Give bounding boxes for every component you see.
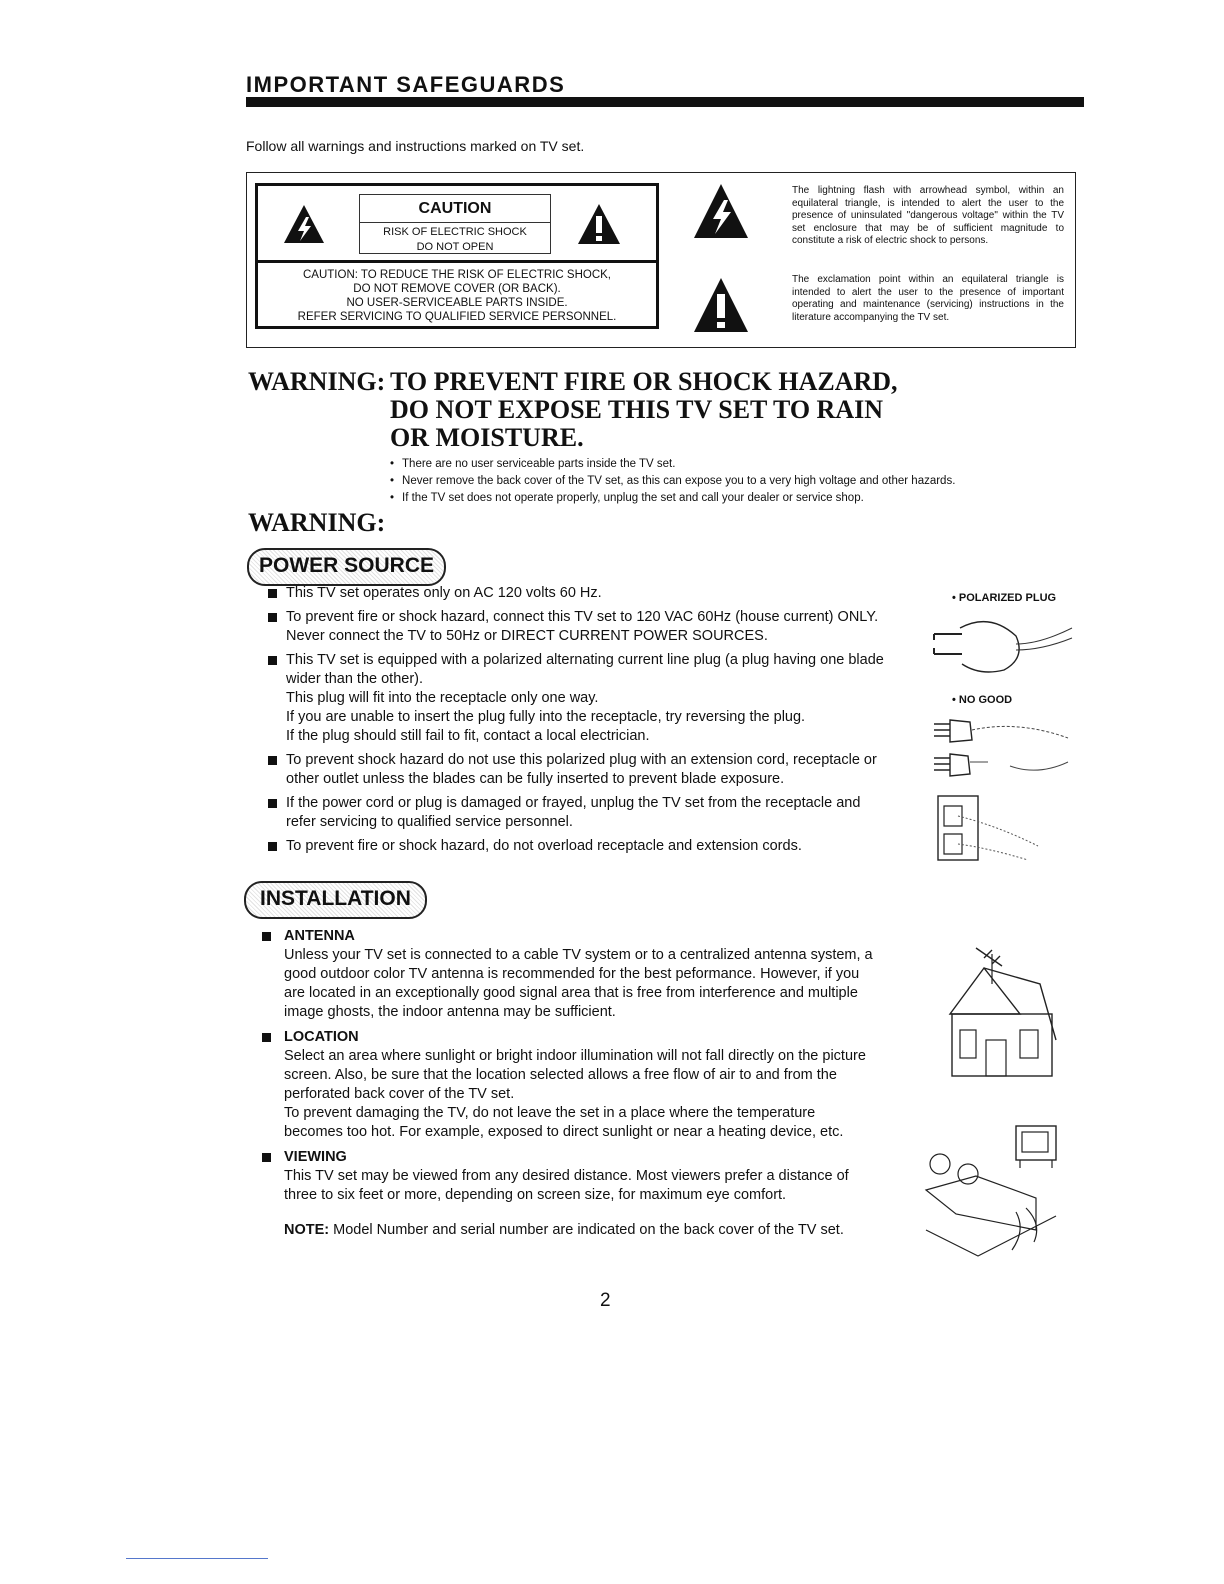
lightning-warning-icon — [284, 205, 324, 243]
caution-text-line4: REFER SERVICING TO QUALIFIED SERVICE PERSONNEL. — [297, 311, 617, 323]
caution-text-line3: NO USER-SERVICEABLE PARTS INSIDE. — [346, 297, 568, 309]
intro-text: Follow all warnings and instructions marked on TV set. — [246, 138, 585, 154]
location-text-1: Select an area where sunlight or bright indoor illumination will not fall directly on the picture screen. Also, be sure that the location selected allows a free flow of air to and from the perforated back cover of the TV set. — [284, 1048, 866, 1102]
caution-label-line1: RISK OF ELECTRIC SHOCK — [383, 226, 527, 238]
polarized-plug-label: • POLARIZED PLUG — [952, 592, 1057, 604]
page-number: 2 — [600, 1290, 611, 1311]
note — [284, 1221, 874, 1240]
exclamation-symbol-text: The exclamation point within an equilateral triangle is intended to alert the user to the presence of important operating and maintenance (servicing) instructions in the literature accompanying the TV set. — [792, 274, 1064, 323]
list-item: • If the TV set does not operate properly, unplug the set and call your dealer or service shop. — [390, 490, 955, 507]
no-good-label: • NO GOOD — [952, 694, 1013, 706]
antenna-title: ANTENNA — [284, 927, 874, 946]
list-item: • Never remove the back cover of the TV set, as this can expose you to a very high voltage and other hazards. — [390, 473, 955, 490]
warning2-label: WARNING: — [248, 508, 386, 537]
house-antenna-illustration — [940, 944, 1060, 1084]
warning-line2: DO NOT EXPOSE THIS TV SET TO RAIN — [390, 395, 883, 424]
tv-viewing-illustration — [916, 1120, 1066, 1270]
lightning-symbol-text: The lightning flash with arrowhead symbol, within an equilateral triangle, is intended to alert the user to the presence of uninsulated "dangerous voltage" within the TV set enclosure that may be of sufficient magnitude to constitute a risk of electric shock to persons. — [792, 185, 1064, 246]
plug-note-3: If the plug should still fail to fit, contact a local electrician. — [286, 728, 650, 744]
caution-label-line2: DO NOT OPEN — [416, 241, 494, 253]
power-source-list — [286, 584, 888, 861]
location-title: LOCATION — [284, 1028, 874, 1047]
list-item: If the power cord or plug is damaged or frayed, unplug the TV set from the receptacle and refer servicing to qualified service personnel. — [286, 794, 888, 832]
warning-bullets — [390, 456, 955, 507]
title-rule — [246, 97, 1084, 107]
viewing-text: This TV set may be viewed from any desired distance. Most viewers prefer a distance of three to six feet or more, depending on screen size, for maximum eye comfort. — [284, 1168, 849, 1203]
page-title: IMPORTANT SAFEGUARDS — [246, 72, 566, 97]
no-good-plug-illustration — [928, 716, 1078, 866]
note-text: Model Number and serial number are indicated on the back cover of the TV set. — [333, 1222, 844, 1238]
caution-label-title: CAUTION — [360, 195, 550, 223]
caution-text-line1: CAUTION: TO REDUCE THE RISK OF ELECTRIC SHOCK, — [303, 269, 611, 281]
list-item: To prevent fire or shock hazard, do not overload receptacle and extension cords. — [286, 837, 888, 856]
plug-note-2: If you are unable to insert the plug fully into the receptacle, try reversing the plug. — [286, 709, 806, 725]
warning-line1: TO PREVENT FIRE OR SHOCK HAZARD, — [390, 367, 898, 396]
footer-rule — [126, 1558, 268, 1559]
caution-label — [359, 194, 551, 254]
polarized-plug-illustration — [930, 614, 1080, 676]
lightning-symbol-icon — [694, 184, 748, 238]
installation-content — [284, 927, 874, 1240]
location-text-2: To prevent damaging the TV, do not leave the set in a place where the temperature becomes too hot. For example, exposed to direct sunlight or near a heating device, etc. — [284, 1105, 844, 1140]
caution-text — [262, 268, 652, 324]
note-label: NOTE: — [284, 1222, 330, 1238]
antenna-text: Unless your TV set is connected to a cable TV system or to a centralized antenna system, a good outdoor color TV antenna is recommended for the best peformance. However, if you are located in an exceptionally good signal area that is free from interference and multiple image ghosts, the indoor antenna may be sufficient. — [284, 947, 873, 1020]
plug-note-1: This plug will fit into the receptacle only one way. — [286, 690, 599, 706]
caution-text-line2: DO NOT REMOVE COVER (OR BACK). — [353, 283, 561, 295]
list-item: This TV set operates only on AC 120 volts 60 Hz. — [286, 584, 888, 603]
installation-heading: INSTALLATION — [244, 881, 427, 919]
power-source-heading: POWER SOURCE — [247, 548, 446, 586]
caution-divider — [255, 260, 659, 263]
warning-label: WARNING: — [248, 367, 386, 396]
list-item: To prevent fire or shock hazard, connect this TV set to 120 VAC 60Hz (house current) ONLY. Never connect the TV to 50Hz or DIRECT CURRENT POWER SOURCES. — [286, 608, 888, 646]
list-item: To prevent shock hazard do not use this polarized plug with an extension cord, receptacle or other outlet unless the blades can be fully inserted to prevent blade exposure. — [286, 751, 888, 789]
exclamation-symbol-icon — [694, 278, 748, 332]
viewing-title: VIEWING — [284, 1148, 874, 1167]
warning-heading — [390, 368, 950, 452]
list-item: This TV set is equipped with a polarized alternating current line plug (a plug having one blade wider than the other). This plug will fit into the receptacle only one way. If you are unable to insert the plug fully into the receptacle, try reversing the plug. If the plug should still fail to fit, contact a local electrician. — [286, 651, 888, 746]
exclamation-warning-icon — [578, 204, 620, 244]
warning-line3: OR MOISTURE. — [390, 423, 584, 452]
list-item: • There are no user serviceable parts inside the TV set. — [390, 456, 955, 473]
